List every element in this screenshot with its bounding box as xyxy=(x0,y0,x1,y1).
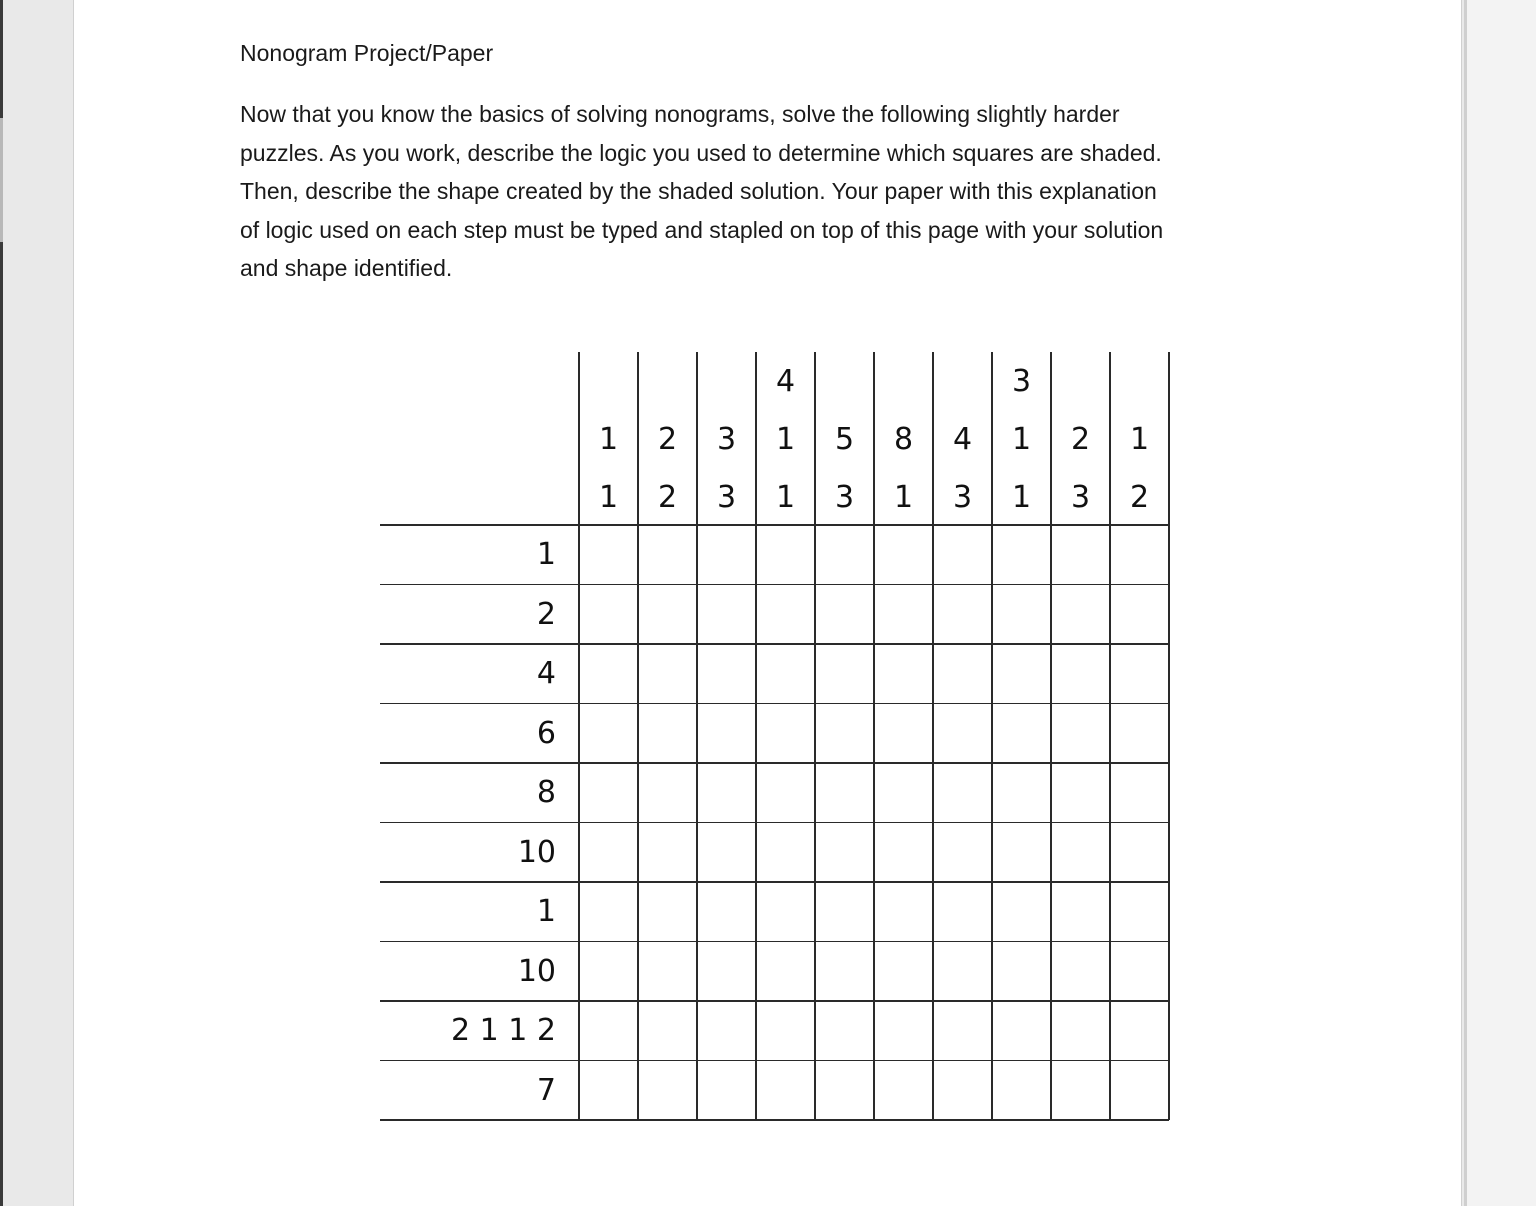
grid-cell[interactable] xyxy=(698,883,755,941)
grid-cell[interactable] xyxy=(580,824,637,882)
grid-cell[interactable] xyxy=(698,1062,755,1120)
grid-cell[interactable] xyxy=(934,764,991,822)
column-clue: 4 xyxy=(775,364,796,399)
column-clue: 1 xyxy=(1011,422,1032,457)
column-clue: 2 xyxy=(1070,422,1091,457)
grid-cell[interactable] xyxy=(875,526,932,584)
grid-cell[interactable] xyxy=(698,645,755,703)
grid-cell[interactable] xyxy=(1052,943,1109,1001)
grid-cell[interactable] xyxy=(993,1062,1050,1120)
grid-cell[interactable] xyxy=(639,586,696,644)
column-clue: 2 xyxy=(657,422,678,457)
grid-cell[interactable] xyxy=(698,1002,755,1060)
column-clue: 3 xyxy=(952,480,973,515)
grid-cell[interactable] xyxy=(580,645,637,703)
grid-cell[interactable] xyxy=(934,586,991,644)
column-clue: 2 xyxy=(657,480,678,515)
grid-cell[interactable] xyxy=(1052,705,1109,763)
grid-cell[interactable] xyxy=(934,705,991,763)
grid-cell[interactable] xyxy=(580,1002,637,1060)
grid-cell[interactable] xyxy=(1111,1002,1168,1060)
grid-cell[interactable] xyxy=(816,526,873,584)
grid-cell[interactable] xyxy=(875,586,932,644)
grid-cell[interactable] xyxy=(993,943,1050,1001)
grid-cell[interactable] xyxy=(993,883,1050,941)
grid-cell[interactable] xyxy=(934,1002,991,1060)
grid-cell[interactable] xyxy=(934,1062,991,1120)
grid-cell[interactable] xyxy=(757,943,814,1001)
grid-cell[interactable] xyxy=(757,824,814,882)
grid-cell[interactable] xyxy=(816,824,873,882)
instructions-line: Now that you know the basics of solving nonograms, solve the following slightly harder xyxy=(240,101,1120,127)
grid-cell[interactable] xyxy=(1111,705,1168,763)
grid-cell[interactable] xyxy=(875,824,932,882)
grid-cell[interactable] xyxy=(816,1062,873,1120)
grid-cell[interactable] xyxy=(698,764,755,822)
row-clue: 10 xyxy=(517,834,556,870)
grid-cell[interactable] xyxy=(580,1062,637,1120)
column-clue: 1 xyxy=(598,480,619,515)
grid-cell[interactable] xyxy=(1052,883,1109,941)
column-clue: 5 xyxy=(834,422,855,457)
row-clue: 2 xyxy=(536,596,556,632)
grid-cell[interactable] xyxy=(875,883,932,941)
row-clue: 2 1 1 2 xyxy=(451,1013,556,1048)
grid-cell[interactable] xyxy=(1111,764,1168,822)
grid-cell[interactable] xyxy=(1111,883,1168,941)
grid-cell[interactable] xyxy=(816,883,873,941)
grid-cell[interactable] xyxy=(934,526,991,584)
grid-cell[interactable] xyxy=(639,1062,696,1120)
grid-cell[interactable] xyxy=(757,526,814,584)
grid-cell[interactable] xyxy=(934,883,991,941)
grid-cell[interactable] xyxy=(757,645,814,703)
grid-row-line xyxy=(380,1119,1169,1121)
grid-cell[interactable] xyxy=(639,526,696,584)
grid-cell[interactable] xyxy=(1052,645,1109,703)
row-clue: 6 xyxy=(536,715,556,751)
grid-cell[interactable] xyxy=(875,645,932,703)
column-clue: 4 xyxy=(952,422,973,457)
grid-cell[interactable] xyxy=(1052,1002,1109,1060)
grid-cell[interactable] xyxy=(698,824,755,882)
grid-cell[interactable] xyxy=(934,645,991,703)
grid-cell[interactable] xyxy=(698,705,755,763)
grid-cell[interactable] xyxy=(1111,943,1168,1001)
grid-cell[interactable] xyxy=(698,526,755,584)
grid-cell[interactable] xyxy=(993,705,1050,763)
column-clue: 8 xyxy=(893,422,914,457)
grid-cell[interactable] xyxy=(1111,1062,1168,1120)
instructions-line: puzzles. As you work, describe the logic you used to determine which squares are shaded. xyxy=(240,139,1162,166)
column-clue: 1 xyxy=(775,480,796,515)
row-clue: 7 xyxy=(536,1072,556,1108)
grid-cell[interactable] xyxy=(1052,764,1109,822)
grid-cell[interactable] xyxy=(580,943,637,1001)
grid-cell[interactable] xyxy=(580,586,637,644)
grid-cell[interactable] xyxy=(639,1002,696,1060)
column-clue: 1 xyxy=(1011,480,1032,515)
instructions-paragraph xyxy=(240,95,1163,288)
grid-cell[interactable] xyxy=(1111,645,1168,703)
instructions-line: Then, describe the shape created by the shaded solution. Your paper with this explanation xyxy=(240,178,1157,204)
grid-cell[interactable] xyxy=(639,764,696,822)
grid-cell[interactable] xyxy=(580,526,637,584)
grid-cell[interactable] xyxy=(639,883,696,941)
grid-cell[interactable] xyxy=(875,705,932,763)
grid-cell[interactable] xyxy=(757,1062,814,1120)
scrollbar-track[interactable] xyxy=(1467,0,1536,1206)
grid-cell[interactable] xyxy=(757,764,814,822)
grid-cell[interactable] xyxy=(639,705,696,763)
grid-cell[interactable] xyxy=(816,764,873,822)
grid-cell[interactable] xyxy=(698,943,755,1001)
column-clue: 2 xyxy=(1129,480,1150,515)
grid-cell[interactable] xyxy=(816,943,873,1001)
column-clue: 3 xyxy=(1011,364,1032,399)
grid-cell[interactable] xyxy=(639,943,696,1001)
grid-cell[interactable] xyxy=(993,526,1050,584)
grid-cell[interactable] xyxy=(757,705,814,763)
grid-cell[interactable] xyxy=(816,1002,873,1060)
column-clue: 3 xyxy=(716,422,737,457)
grid-cell[interactable] xyxy=(698,586,755,644)
column-clue: 1 xyxy=(775,422,796,457)
column-clue: 3 xyxy=(716,480,737,515)
grid-cell[interactable] xyxy=(757,586,814,644)
grid-cell[interactable] xyxy=(816,705,873,763)
row-clue: 4 xyxy=(536,656,556,691)
column-clue: 1 xyxy=(1129,422,1150,457)
row-clue: 1 xyxy=(536,537,556,572)
grid-cell[interactable] xyxy=(875,1062,932,1120)
grid-cell[interactable] xyxy=(934,824,991,882)
grid-cell[interactable] xyxy=(757,883,814,941)
column-clue: 3 xyxy=(834,480,855,515)
row-clue: 10 xyxy=(517,953,556,989)
row-clue: 8 xyxy=(536,775,556,810)
grid-cell[interactable] xyxy=(639,645,696,703)
grid-cell[interactable] xyxy=(580,764,637,822)
column-clue: 1 xyxy=(598,422,619,457)
grid-cell[interactable] xyxy=(1052,1062,1109,1120)
grid-cell[interactable] xyxy=(993,824,1050,882)
grid-cell[interactable] xyxy=(1111,526,1168,584)
row-clue: 1 xyxy=(536,894,556,929)
grid-cell[interactable] xyxy=(993,1002,1050,1060)
instructions-line: and shape identified. xyxy=(240,255,453,281)
grid-cell[interactable] xyxy=(1111,586,1168,644)
grid-cell[interactable] xyxy=(1111,824,1168,882)
grid-cell[interactable] xyxy=(580,705,637,763)
grid-cell[interactable] xyxy=(816,645,873,703)
grid-cell[interactable] xyxy=(816,586,873,644)
grid-cell[interactable] xyxy=(993,764,1050,822)
grid-column-line xyxy=(1168,352,1170,1120)
grid-cell[interactable] xyxy=(875,764,932,822)
grid-cell[interactable] xyxy=(875,1002,932,1060)
grid-cell[interactable] xyxy=(934,943,991,1001)
column-clue: 1 xyxy=(893,480,914,515)
grid-cell[interactable] xyxy=(757,1002,814,1060)
column-clue: 3 xyxy=(1070,480,1091,515)
grid-cell[interactable] xyxy=(993,586,1050,644)
grid-cell[interactable] xyxy=(993,645,1050,703)
document-title: Nonogram Project/Paper xyxy=(240,40,494,66)
grid-cell[interactable] xyxy=(580,883,637,941)
grid-cell[interactable] xyxy=(875,943,932,1001)
grid-cell[interactable] xyxy=(1052,526,1109,584)
grid-cell[interactable] xyxy=(639,824,696,882)
instructions-line: of logic used on each step must be typed and stapled on top of this page with your solution xyxy=(240,216,1164,243)
grid-cell[interactable] xyxy=(1052,824,1109,882)
grid-cell[interactable] xyxy=(1052,586,1109,644)
